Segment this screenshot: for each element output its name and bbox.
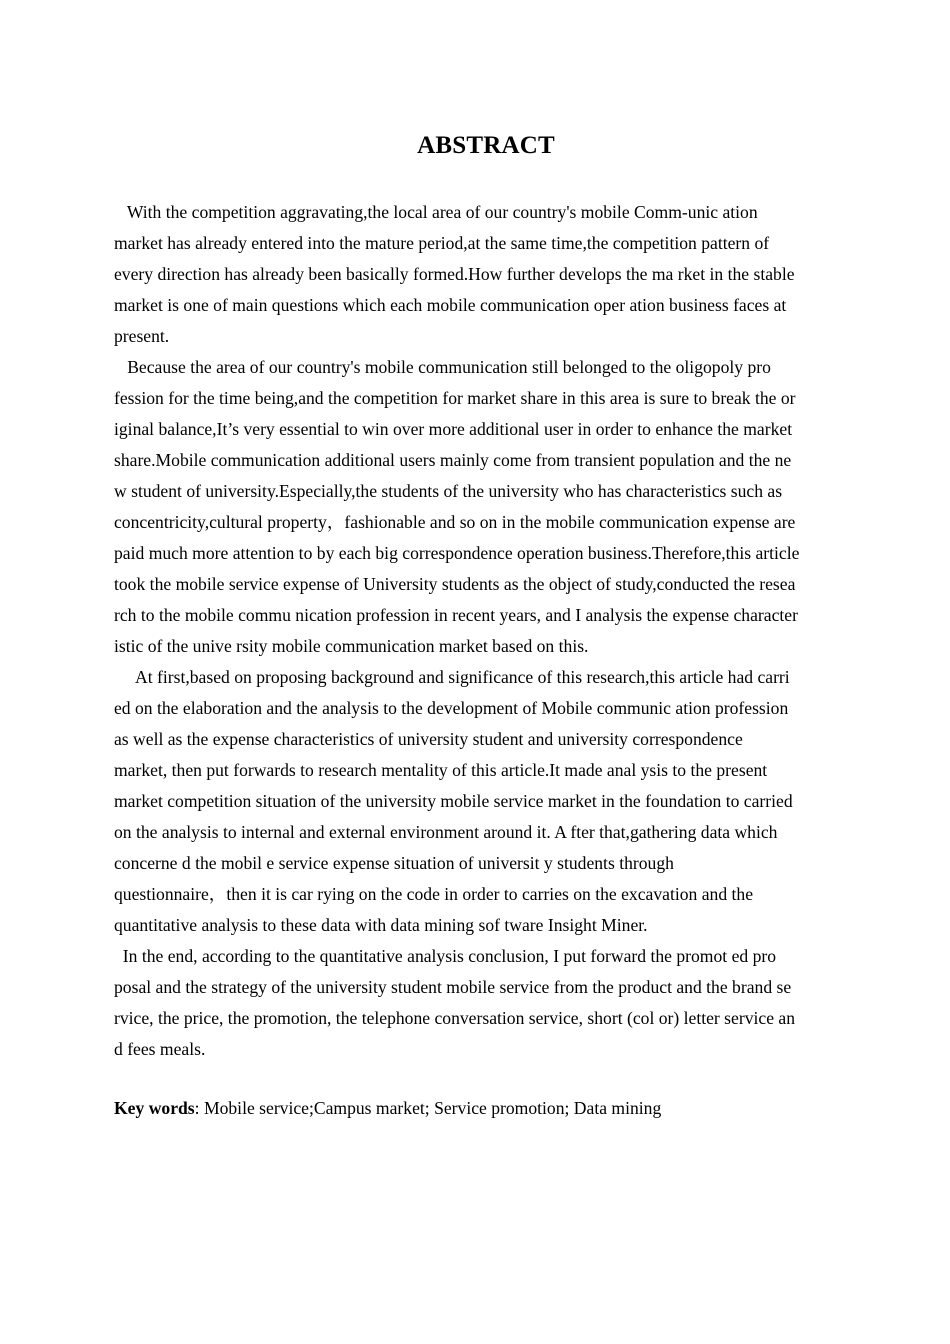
text-line: quantitative analysis to these data with data mining sof tware Insight Miner. [114,915,648,935]
text-line: every direction has already been basically formed.How further develops the ma rket in the stable [114,264,795,284]
text-line: fession for the time being,and the competition for market share in this area is sure to break the or [114,388,796,408]
text-line: paid much more attention to by each big correspondence operation business.Therefore,this article [114,543,800,563]
text-line: posal and the strategy of the university student mobile service from the product and the brand se [114,977,792,997]
text-line: market is one of main questions which each mobile communication oper ation business faces at [114,295,787,315]
text-line: questionnaire，then it is car rying on the code in order to carries on the excavation and the [114,884,754,904]
text-line: market has already entered into the mature period,at the same time,the competition pattern of [114,233,770,253]
text-line: istic of the unive rsity mobile communication market based on this. [114,636,589,656]
text-line: concentricity,cultural property，fashionable and so on in the mobile communication expense are [114,512,796,532]
text-line: Because the area of our country's mobile communication still belonged to the oligopoly pro [114,357,771,377]
text-line: market competition situation of the university mobile service market in the foundation to carried [114,791,793,811]
text-line: market, then put forwards to research mentality of this article.It made anal ysis to the present [114,760,768,780]
text-line: rvice, the price, the promotion, the telephone conversation service, short (col or) letter service an [114,1008,796,1028]
text-line: w student of university.Especially,the students of the university who has characteristics such as [114,481,783,501]
text-line: on the analysis to internal and external environment around it. A fter that,gathering data which [114,822,778,842]
text-line: In the end, according to the quantitative analysis conclusion, I put forward the promot ed pro [114,946,777,966]
text-line: as well as the expense characteristics of university student and university correspondence [114,729,743,749]
text-line: share.Mobile communication additional users mainly come from transient population and the ne [114,450,792,470]
text-line: At first,based on proposing background and significance of this research,this article had carri [114,667,790,687]
abstract-body [114,197,874,1065]
text-line: took the mobile service expense of University students as the object of study,conducted the resea [114,574,796,594]
text-line: rch to the mobile commu nication profession in recent years, and I analysis the expense character [114,605,798,625]
text-line: With the competition aggravating,the local area of our country's mobile Comm-unic ation [114,202,758,222]
keywords-value: Mobile service;Campus market; Service promotion; Data mining [203,1098,662,1118]
keywords-label: Key words [114,1098,195,1118]
text-line: ed on the elaboration and the analysis to the development of Mobile communic ation profession [114,698,789,718]
text-line: d fees meals. [114,1039,206,1059]
text-line: concerne d the mobil e service expense situation of universit y students through [114,853,674,873]
abstract-title: ABSTRACT [417,132,555,159]
text-line: iginal balance,It’s very essential to win over more additional user in order to enhance the market [114,419,793,439]
keywords [114,1093,661,1124]
text-line: present. [114,326,170,346]
keywords-separator: : [194,1098,204,1118]
